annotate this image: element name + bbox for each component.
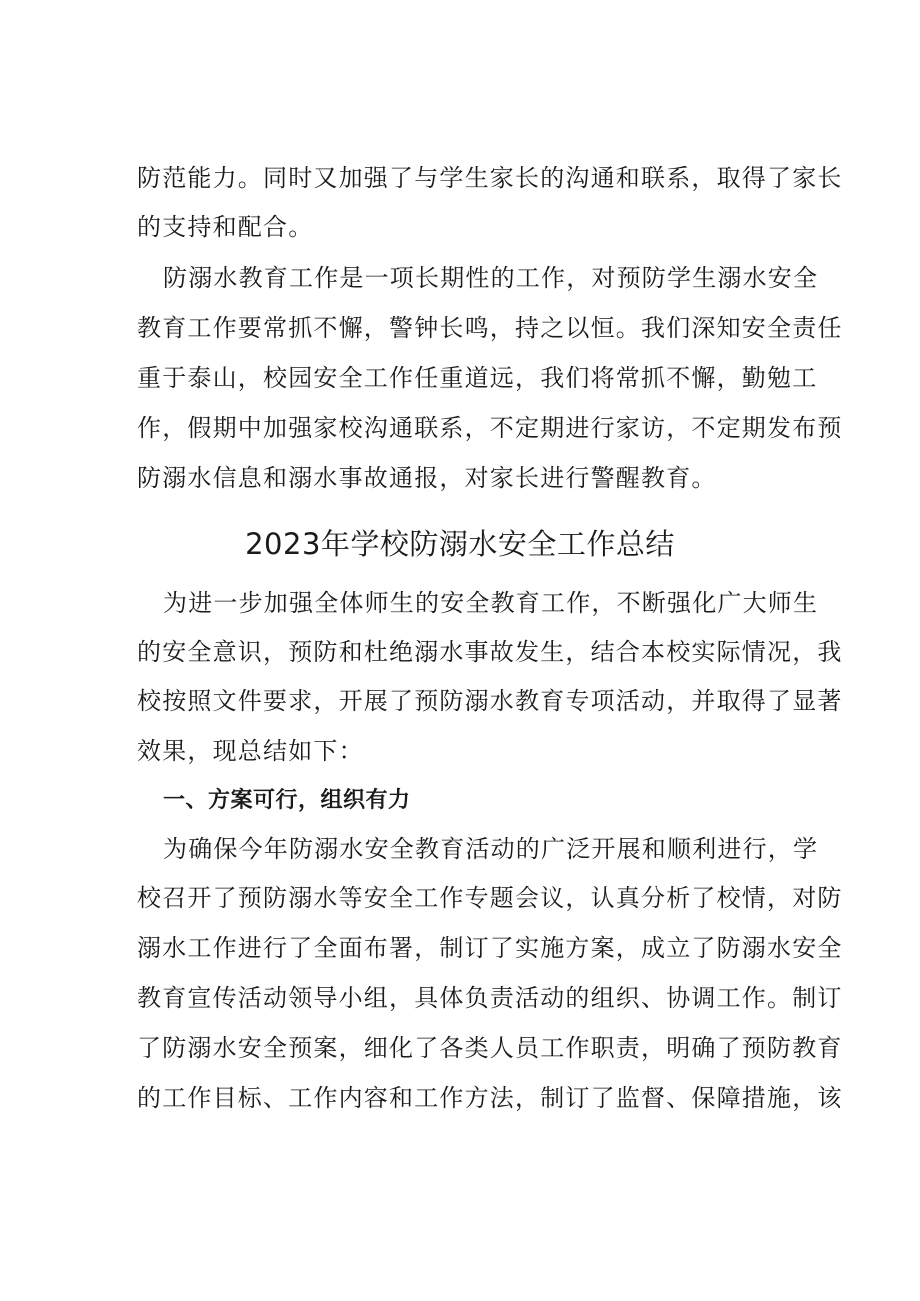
paragraph-line: 溺水工作进行了全面布署，制订了实施方案，成立了防溺水安全 — [137, 934, 843, 962]
paragraph-line: 为确保今年防溺水安全教育活动的广泛开展和顺利进行，学 — [163, 835, 819, 863]
paragraph-line: 效果，现总结如下： — [137, 737, 364, 765]
paragraph-line: 作，假期中加强家校沟通联系，不定期进行家访，不定期发布预 — [137, 414, 843, 442]
paragraph-line: 防溺水教育工作是一项长期性的工作，对预防学生溺水安全 — [163, 264, 819, 292]
paragraph-line: 为进一步加强全体师生的安全教育工作，不断强化广大师生 — [163, 589, 819, 617]
paragraph-line: 教育工作要常抓不懈，警钟长鸣，持之以恒。我们深知安全责任 — [137, 314, 843, 342]
paragraph-line: 的安全意识，预防和杜绝溺水事故发生，结合本校实际情况，我 — [137, 638, 843, 666]
paragraph-line: 的支持和配合。 — [137, 213, 314, 241]
paragraph-line: 校按照文件要求，开展了预防溺水教育专项活动，并取得了显著 — [137, 687, 843, 715]
paragraph-line: 重于泰山，校园安全工作任重道远，我们将常抓不懈，勤勉工 — [137, 364, 818, 392]
paragraph-line: 教育宣传活动领导小组，具体负责活动的组织、协调工作。制订 — [137, 984, 843, 1012]
paragraph-line: 校召开了预防溺水等安全工作专题会议，认真分析了校情，对防 — [137, 884, 843, 912]
document-title: 2023年学校防溺水安全工作总结 — [245, 527, 675, 561]
section-heading: 一、方案可行，组织有力 — [163, 788, 411, 813]
paragraph-line: 的工作目标、工作内容和工作方法，制订了监督、保障措施，该 — [137, 1084, 843, 1112]
paragraph-line: 了防溺水安全预案，细化了各类人员工作职责，明确了预防教育 — [137, 1034, 843, 1062]
paragraph-line: 防范能力。同时又加强了与学生家长的沟通和联系，取得了家长 — [137, 164, 843, 192]
paragraph-line: 防溺水信息和溺水事故通报，对家长进行警醒教育。 — [137, 464, 717, 492]
